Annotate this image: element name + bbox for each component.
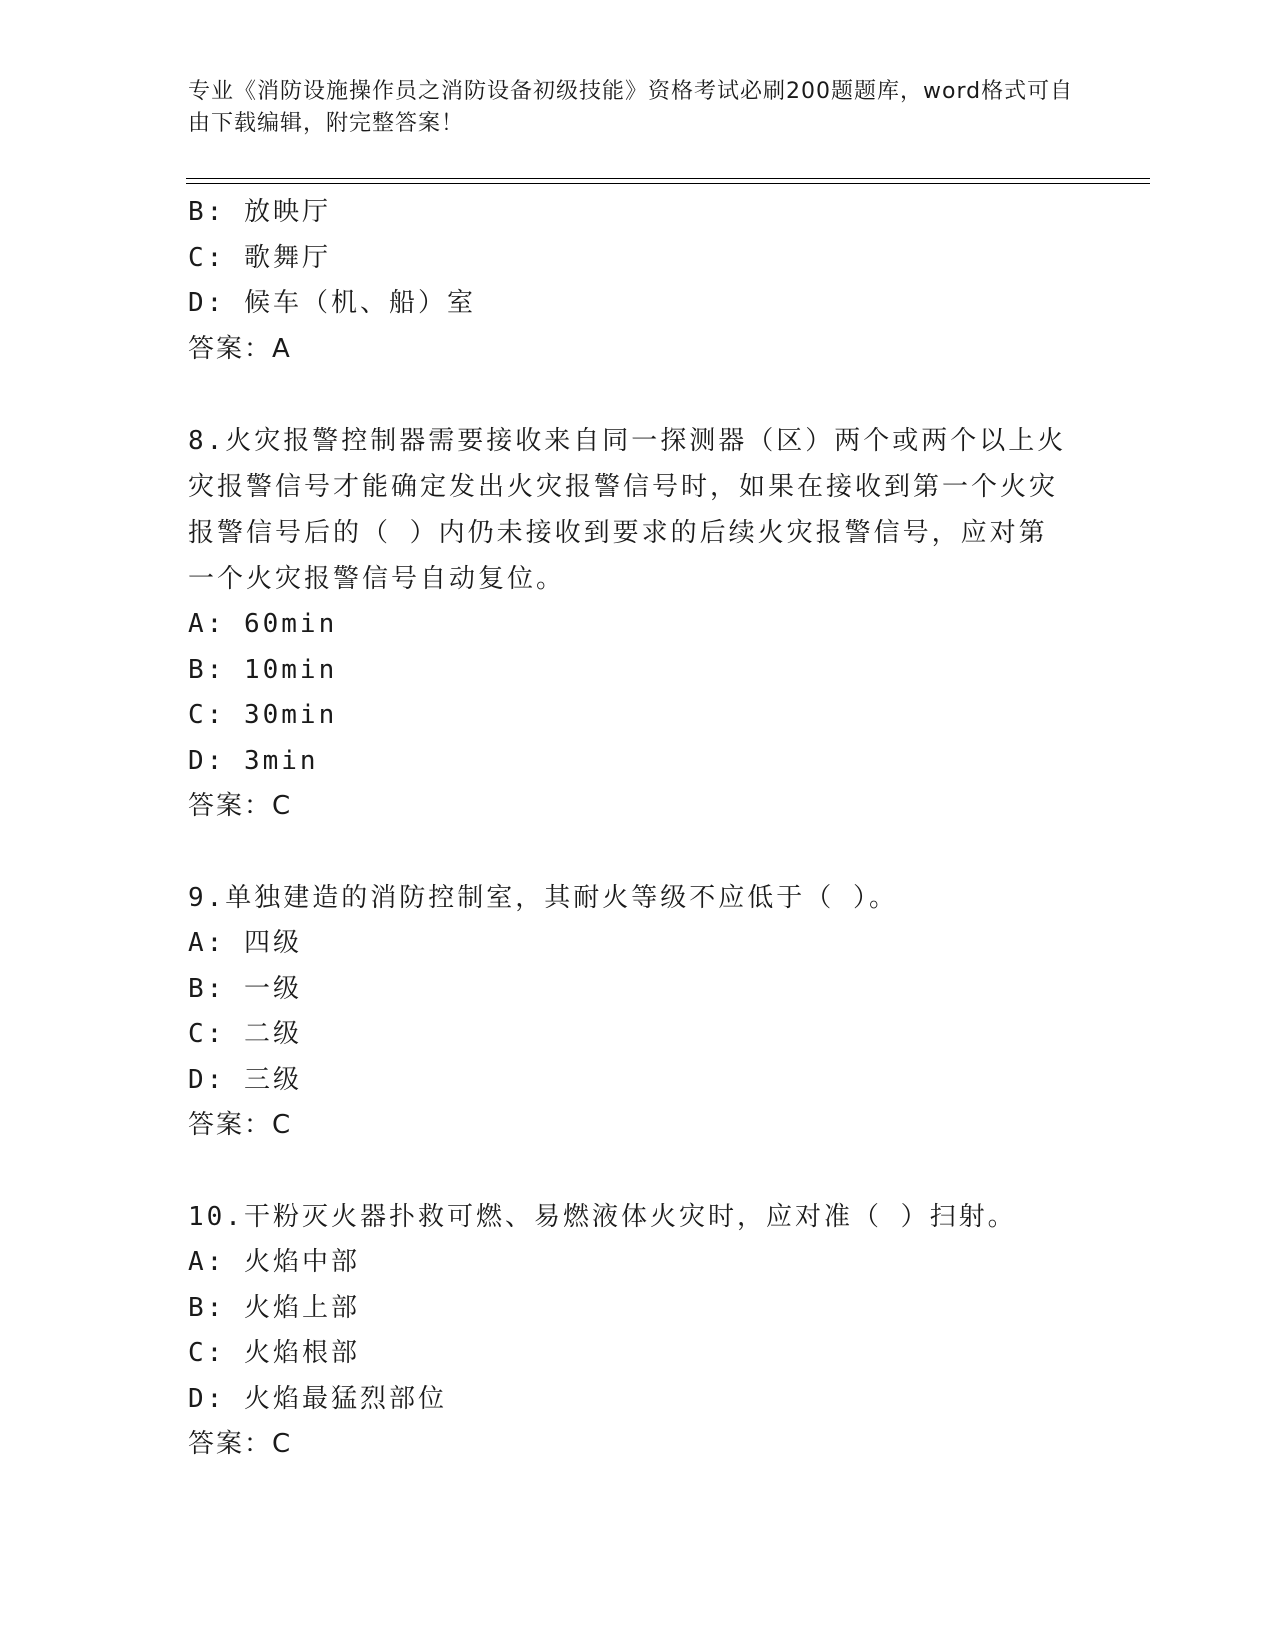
question-list (188, 190, 1068, 1468)
option-d: D: 3min (188, 745, 319, 776)
question-9 (188, 876, 1068, 1149)
header-divider-bottom (186, 183, 1150, 184)
answer: 答案：C (188, 1429, 293, 1459)
header-divider-top (186, 178, 1150, 179)
question-stem: 9.单独建造的消防控制室，其耐火等级不应低于（ ）。 (188, 882, 898, 913)
option-c: C: 30min (188, 700, 338, 730)
option-b: B: 火焰上部 (188, 1292, 360, 1323)
question-stem: 8.火灾报警控制器需要接收来自同一探测器（区）两个或两个以上火灾报警信号才能确定发出火灾报警信号时，如果在接收到第一个火灾报警信号后的（ ）内仍未接收到要求的后续火灾报警信号，应对第一个火灾报警信号自动复位。 (188, 426, 1067, 594)
answer: 答案：C (188, 1110, 293, 1140)
option-a: A: 60min (188, 609, 338, 639)
option-c: C: 二级 (188, 1019, 302, 1049)
option-a: A: 四级 (188, 928, 302, 958)
document-header: 专业《消防设施操作员之消防设备初级技能》资格考试必刷200题题库，word格式可自由下载编辑，附完整答案！ (188, 79, 1074, 136)
option-c: C: 歌舞厅 (188, 242, 331, 273)
option-a: A: 火焰中部 (188, 1247, 360, 1277)
option-b: B: 一级 (188, 973, 302, 1004)
question-8 (188, 418, 1068, 830)
question-stem: 10.干粉灭火器扑救可燃、易燃液体火灾时，应对准（ ）扫射。 (188, 1201, 1017, 1232)
option-d: D: 候车（机、船）室 (188, 288, 476, 318)
option-d: D: 三级 (188, 1064, 302, 1095)
answer: 答案：A (188, 333, 292, 364)
answer: 答案：C (188, 791, 293, 821)
option-d: D: 火焰最猛烈部位 (188, 1383, 447, 1414)
question-10 (188, 1195, 1068, 1468)
option-c: C: 火焰根部 (188, 1338, 360, 1368)
option-b: B: 放映厅 (188, 197, 331, 227)
option-b: B: 10min (188, 654, 338, 685)
question-7-continued (188, 190, 1068, 372)
